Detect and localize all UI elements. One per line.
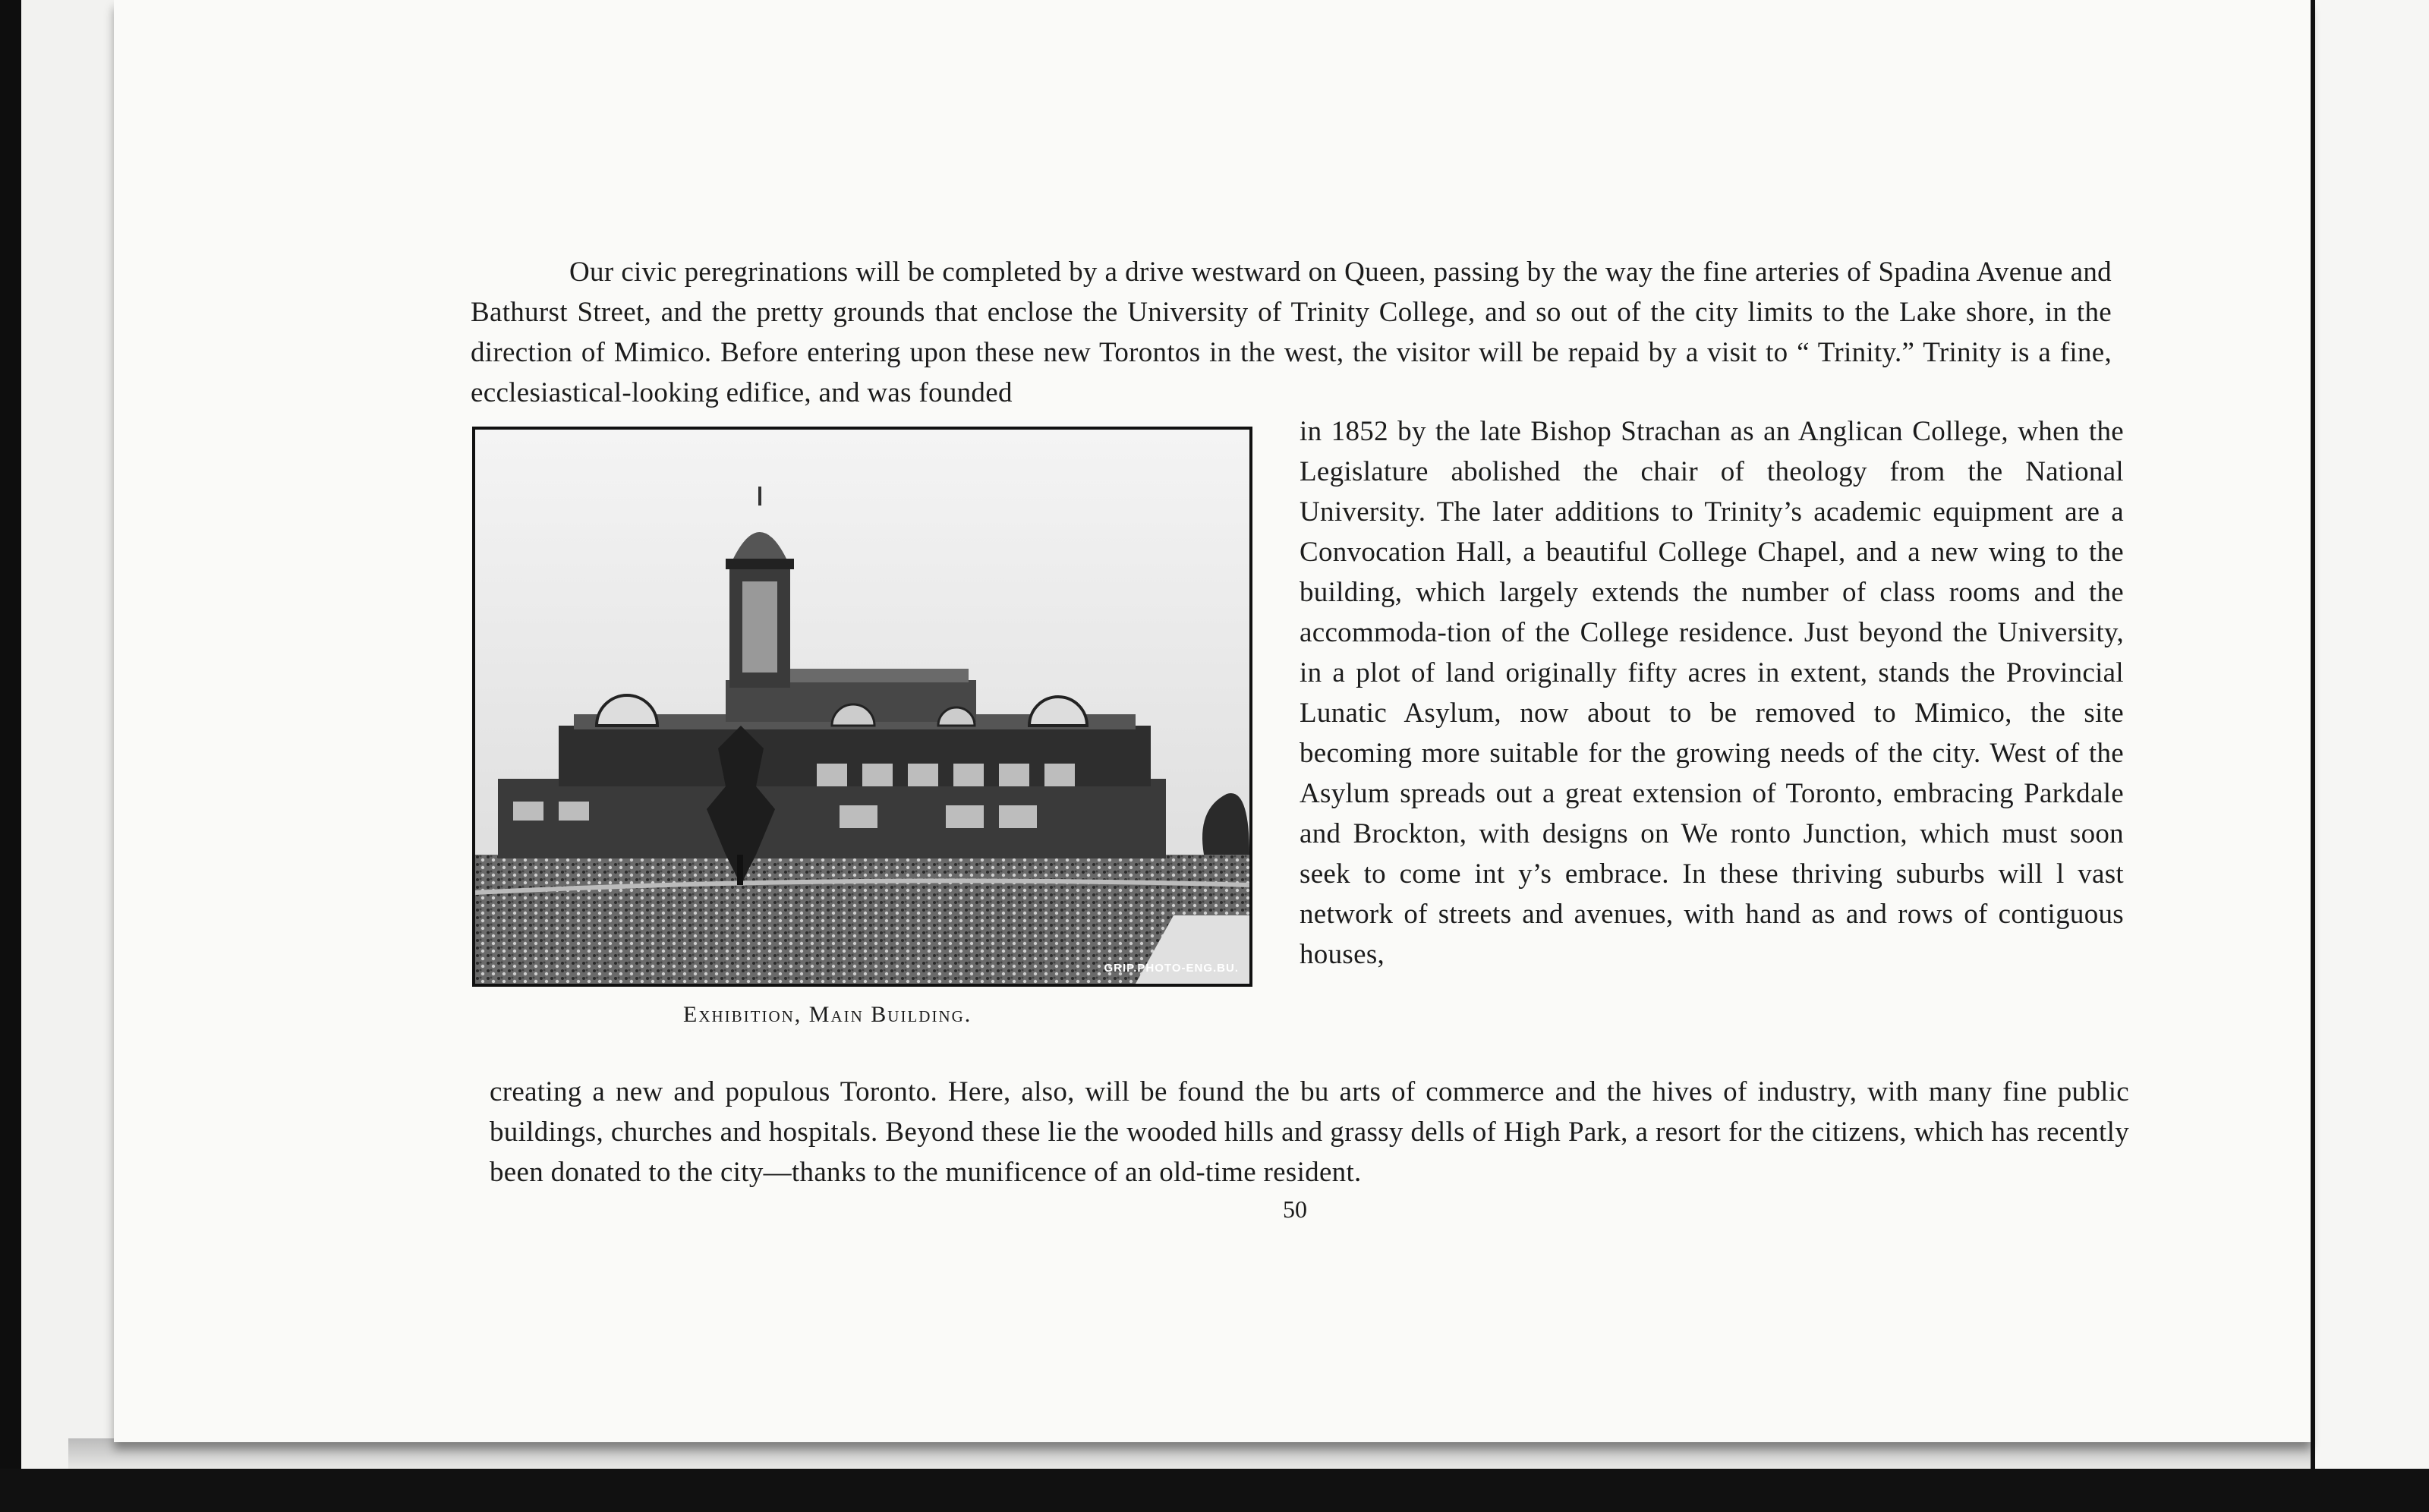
page-number: 50 — [1283, 1195, 1307, 1223]
exhibition-photo — [472, 427, 1252, 987]
exhibition-building-illustration — [475, 430, 1249, 984]
photo-credit: GRIP.PHOTO-ENG.BU. — [1104, 962, 1239, 975]
scanner-bottom — [0, 1469, 2429, 1512]
paragraph-top: Our civic peregrinations will be completed by a drive westward on Queen, passing by the way the fine arteries of Spadina Avenue and Bathurst Street, and the pretty grounds that enclose the University of Trinity College, and so out of the city limits to the Lake shore, in the direction of Mimico. Before entering upon these new Torontos in the west, the visitor will be repaid by a visit to “ Trinity.” Trinity is a fine, ecclesiastical-looking edifice, and was founded — [471, 257, 2112, 408]
paragraph-bottom: creating a new and populous Toronto. Here, also, will be found the bu arts of commerce and the hives of industry, with many fine public buildings, churches and hospitals. Beyond these lie the wooded hills and grassy dells of High Park, a resort for the citizens, which has recently been donated to the city—thanks to the munificence of an old-time resident. — [490, 1076, 2129, 1188]
page-bottom-edge — [68, 1438, 2315, 1469]
paragraph-side: in 1852 by the late Bishop Strachan as an Anglican College, when the Legislature abolished the chair of theology from the National University. The later additions to Trinity’s academic equipment are a Convocation Hall, a beautiful College Chapel, and a new wing to the building, which largely extends the number of class rooms and the accommoda-tion of the College residence. Just beyond the University, in a plot of land originally fifty acres in extent, stands the Provincial Lunatic Asylum, now about to be removed to Mimico, the site becoming more suitable for the growing needs of the city. West of the Asylum spreads out a great extension of Toronto, embracing Parkdale and Brockton, with designs on We ronto Junction, which must soon seek to come int y’s embrace. In these thriving suburbs will l vast network of streets and avenues, with hand as and rows of contiguous houses, — [1300, 416, 2124, 970]
facing-page-edge — [2311, 0, 2429, 1512]
photo-caption: Exhibition, Main Building. — [683, 1002, 972, 1027]
